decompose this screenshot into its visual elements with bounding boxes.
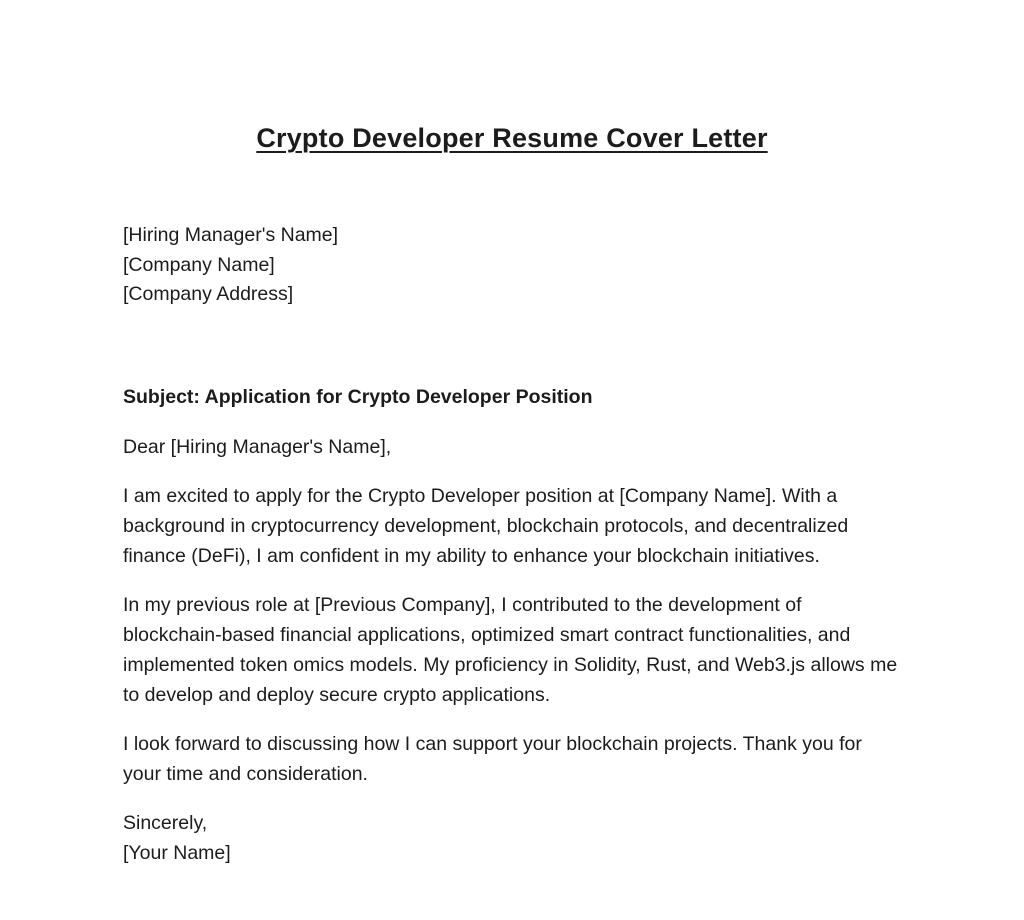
page-title-text: Crypto Developer Resume Cover Letter (256, 123, 768, 153)
closing-signature: [Your Name] (123, 841, 231, 864)
closing-salutation: Sincerely, (123, 811, 208, 834)
recipient-block (123, 221, 901, 310)
recipient-line-company-name: [Company Name] (123, 253, 275, 276)
body-paragraph-intro: I am excited to apply for the Crypto Developer position at [Company Name]. With a background in cryptocurrency development, blockchain protocols, and decentralized finance (DeFi), I am confident in my ability to enhance your blockchain initiatives. (123, 484, 849, 567)
recipient-line-hiring-manager: [Hiring Manager's Name] (123, 224, 339, 246)
greeting-line: Dear [Hiring Manager's Name], (123, 435, 392, 458)
subject-line: Subject: Application for Crypto Developer Position (123, 385, 593, 408)
body-paragraph-outro: I look forward to discussing how I can support your blockchain projects. Thank you for your time and consideration. (123, 732, 862, 785)
body-paragraph-experience: In my previous role at [Previous Company], I contributed to the development of blockchain-based financial applications, optimized smart contract functionalities, and implemented token omics models. My proficiency in Solidity, Rust, and Web3.js allows me to develop and deploy secure crypto applications. (123, 593, 898, 706)
page-title (123, 122, 901, 155)
letter-content (0, 122, 1024, 868)
closing-block (123, 808, 901, 868)
recipient-line-company-address: [Company Address] (123, 283, 294, 305)
